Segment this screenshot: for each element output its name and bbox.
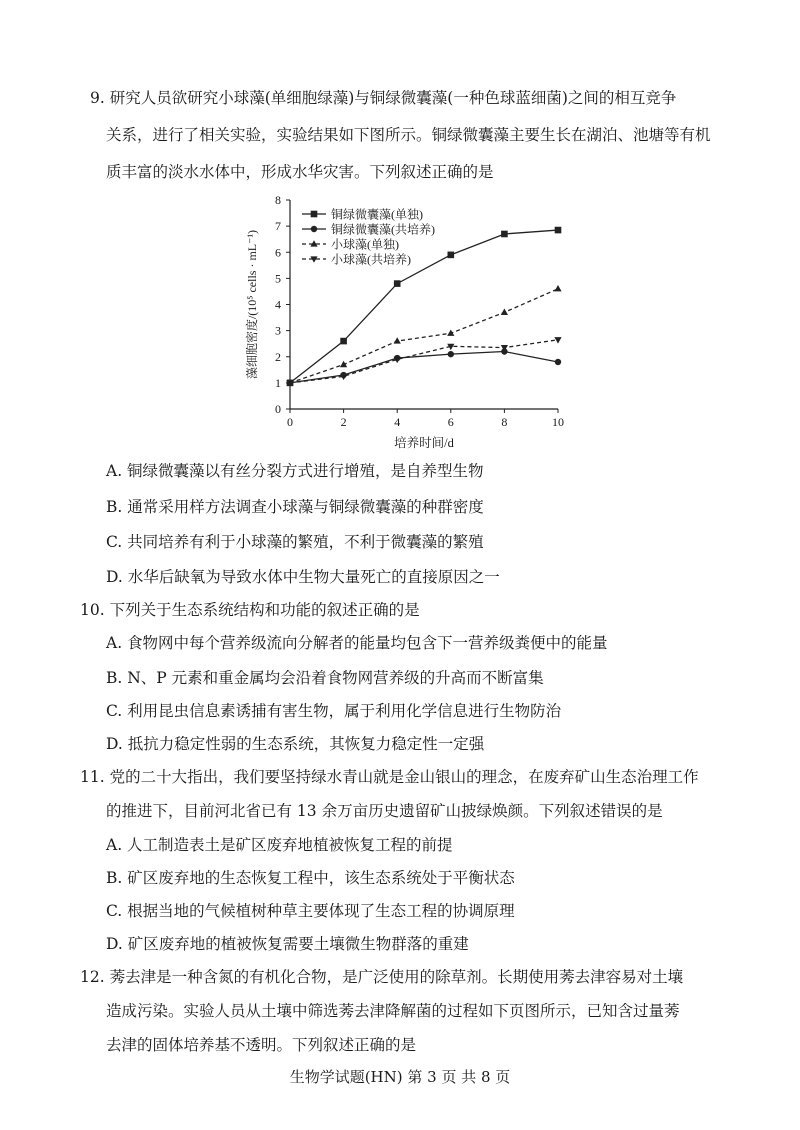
q10-option-d: D. 抵抗力稳定性弱的生态系统，其恢复力稳定性一定强 [106,735,485,753]
q12-stem-line-2: 造成污染。实验人员从土壤中筛选莠去津降解菌的过程如下页图所示，已知含过量莠 [106,1002,680,1020]
q9-option-c: C. 共同培养有利于小球藻的繁殖，不利于微囊藻的繁殖 [106,533,484,551]
y-tick-label: 3 [275,323,281,338]
x-tick-label: 8 [501,415,508,429]
x-tick-label: 6 [447,415,454,429]
data-point-s1 [394,280,401,287]
q11-option-c: C. 根据当地的气候植树种草主要体现了生态工程的协调原理 [106,902,515,920]
data-point-s1 [448,252,455,259]
q9-option-d: D. 水华后缺氧为导致水体中生物大量死亡的直接原因之一 [106,568,500,586]
y-tick-label: 7 [275,219,281,234]
legend-marker-3 [310,240,317,246]
y-tick-label: 1 [275,375,281,390]
x-tick-label: 2 [340,415,347,429]
data-point-s1 [501,231,508,238]
x-tick-label: 4 [394,415,401,429]
data-point-s3 [501,309,508,315]
q11-stem-line-2: 的推进下，目前河北省已有 13 余万亩历史遗留矿山披绿焕颜。下列叙述错误的是 [106,802,663,820]
y-tick-label: 6 [275,245,281,260]
q11-option-b: B. 矿区废弃地的生态恢复工程中，该生态系统处于平衡状态 [106,869,515,887]
q9-option-b: B. 通常采用样方法调查小球藻与铜绿微囊藻的种群密度 [106,498,484,516]
x-tick-label: 10 [552,415,564,429]
data-point-s2 [555,359,561,365]
legend-label-1: 铜绿微囊藻(单独) [331,207,423,222]
q12-stem-line-1: 12. 莠去津是一种含氮的有机化合物，是广泛使用的除草剂。长期使用莠去津容易对土壤 [80,968,684,986]
legend-label-3: 小球藻(单独) [331,237,399,252]
q9-option-a: A. 铜绿微囊藻以有丝分裂方式进行增殖，是自养型生物 [106,462,484,480]
q10-stem: 10. 下列关于生态系统结构和功能的叙述正确的是 [80,601,420,619]
q12-stem-line-3: 去津的固体培养基不透明。下列叙述正确的是 [106,1036,417,1054]
chart-x-axis-label: 培养时间/d [394,436,454,450]
legend-marker-1 [311,211,318,218]
q11-option-d: D. 矿区废弃地的植被恢复需要土壤微生物群落的重建 [106,935,469,953]
data-point-s4 [554,337,561,343]
y-tick-label: 5 [275,271,281,286]
algae-density-chart [240,188,570,453]
data-point-s2 [448,351,454,357]
y-tick-label: 4 [275,297,281,312]
chart-legend [302,207,435,267]
legend-marker-2 [311,226,317,232]
data-point-s3 [554,285,561,291]
data-point-s1 [340,338,347,345]
q10-option-c: C. 利用昆虫信息素诱捕有害生物，属于利用化学信息进行生物防治 [106,702,562,720]
page-footer: 生物学试题(HN) 第 3 页 共 8 页 [289,1068,511,1086]
chart-markers [286,227,561,387]
data-point-s1 [555,227,562,234]
y-tick-label: 8 [275,193,281,207]
q11-stem-line-1: 11. 党的二十大指出，我们要坚持绿水青山就是金山银山的理念，在废弃矿山生态治理工作 [80,768,699,786]
series-line-3 [290,289,558,383]
q11-option-a: A. 人工制造表土是矿区废弃地植被恢复工程的前提 [106,836,453,854]
q9-stem-line-3: 质丰富的淡水水体中，形成水华灾害。下列叙述正确的是 [106,163,494,181]
y-tick-label: 2 [275,349,281,364]
legend-label-4: 小球藻(共培养) [331,252,411,267]
chart-y-axis-label: 藻细胞密度/(10⁵ cells · mL⁻¹) [245,229,259,380]
q10-option-a: A. 食物网中每个营养级流向分解者的能量均包含下一营养级粪便中的能量 [106,634,608,652]
y-tick-label: 0 [275,402,281,416]
q9-stem-line-2: 关系，进行了相关实验，实验结果如下图所示。铜绿微囊藻主要生长在湖泊、池塘等有机 [106,126,711,144]
q9-stem-line-1: 9. 研究人员欲研究小球藻(单细胞绿藻)与铜绿微囊藻(一种色球蓝细菌)之间的相互竞争 [90,89,677,107]
q10-option-b: B. N、P 元素和重金属均会沿着食物网营养级的升高而不断富集 [106,669,544,687]
x-tick-label: 0 [287,415,293,429]
series-line-2 [290,352,558,383]
data-point-s3 [394,337,401,343]
legend-label-2: 铜绿微囊藻(共培养) [331,222,435,237]
